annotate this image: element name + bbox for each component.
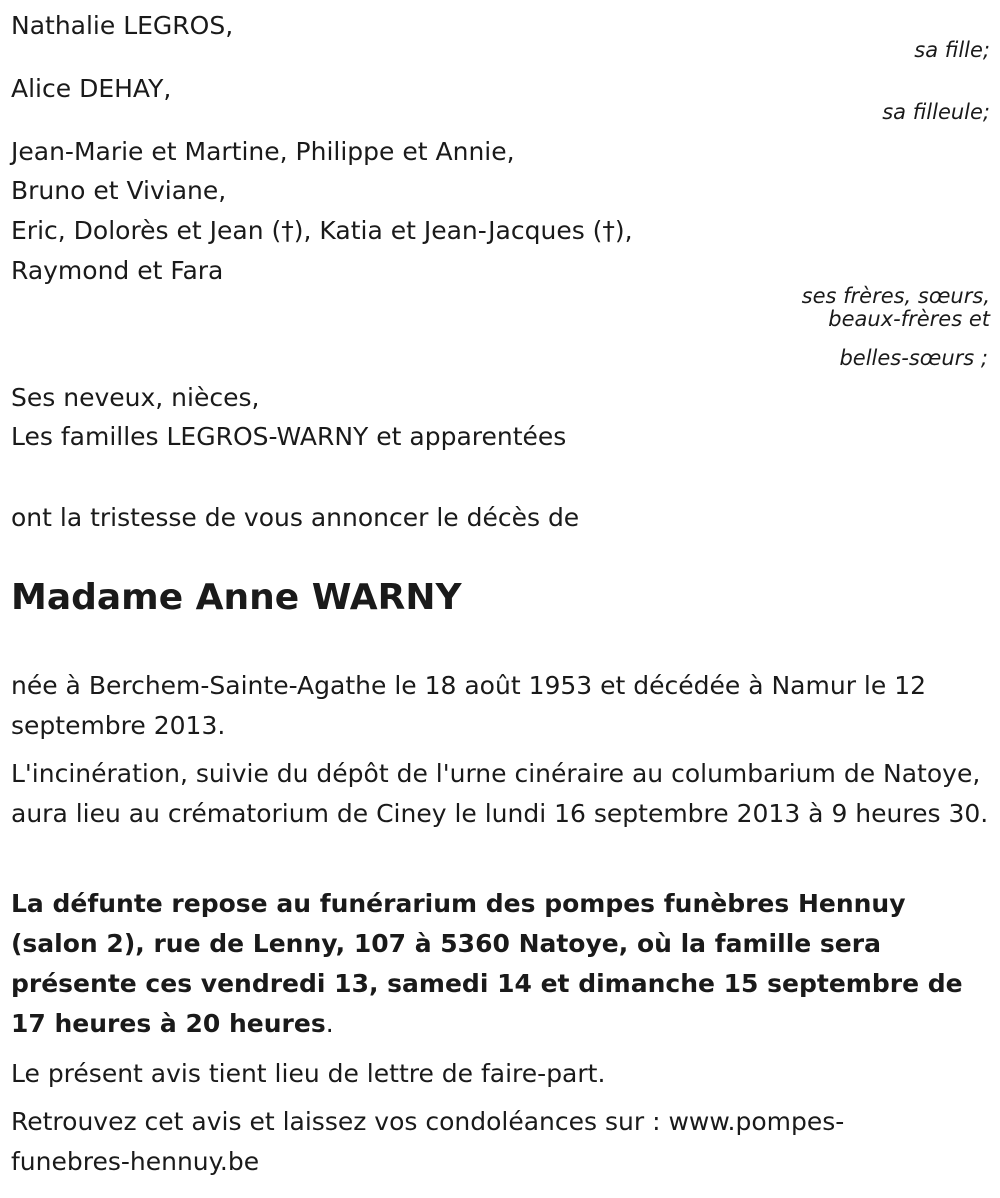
siblings-line-2: Bruno et Viviane, [11,176,227,205]
visitation-period: . [325,1009,334,1038]
visitation-text: La défunte repose au funérarium des pompes funèbres Hennuy (salon 2), rue de Lenny, 107 à 5360 Natoye, où la famille sera présente ces vendredi 13, samedi 14 et dimanche 15 septembre de 17 heures à 20 heures [11,889,963,1038]
nephews-line: Ses neveux, nièces, [11,383,260,412]
siblings-relation-line-3: belles-sœurs ; [839,346,988,370]
goddaughter-relation: sa filleule; [882,100,990,124]
families-line: Les familles LEGROS-WARNY et apparentées [11,422,567,451]
daughter-relation: sa fille; [914,38,990,62]
condolences-paragraph: Retrouvez cet avis et laissez vos condoléances sur : www.pompes-funebres-hennuy.be [11,1107,845,1176]
siblings-line-4: Raymond et Fara [11,256,224,285]
siblings-relation-line-1: ses frères, sœurs, [801,284,990,308]
announcement-text: ont la tristesse de vous annoncer le décès de [11,503,580,532]
cremation-paragraph: L'incinération, suivie du dépôt de l'urne cinéraire au columbarium de Natoye, aura lieu au crématorium de Ciney le lundi 16 septembre 2013 à 9 heures 30. [11,759,989,828]
birth-death-paragraph: née à Berchem-Sainte-Agathe le 18 août 1953 et décédée à Namur le 12 septembre 2013. [11,671,927,740]
siblings-relation-line-2: beaux-frères et [828,307,990,331]
siblings-line-1: Jean-Marie et Martine, Philippe et Annie, [11,137,515,166]
notice-paragraph: Le présent avis tient lieu de lettre de faire-part. [11,1059,606,1088]
goddaughter-name: Alice DEHAY, [11,74,172,103]
visitation-paragraph [11,884,991,1044]
siblings-line-3: Eric, Dolorès et Jean (†), Katia et Jean-Jacques (†), [11,216,633,245]
daughter-name: Nathalie LEGROS, [11,11,234,40]
deceased-name: Madame Anne WARNY [11,577,462,618]
